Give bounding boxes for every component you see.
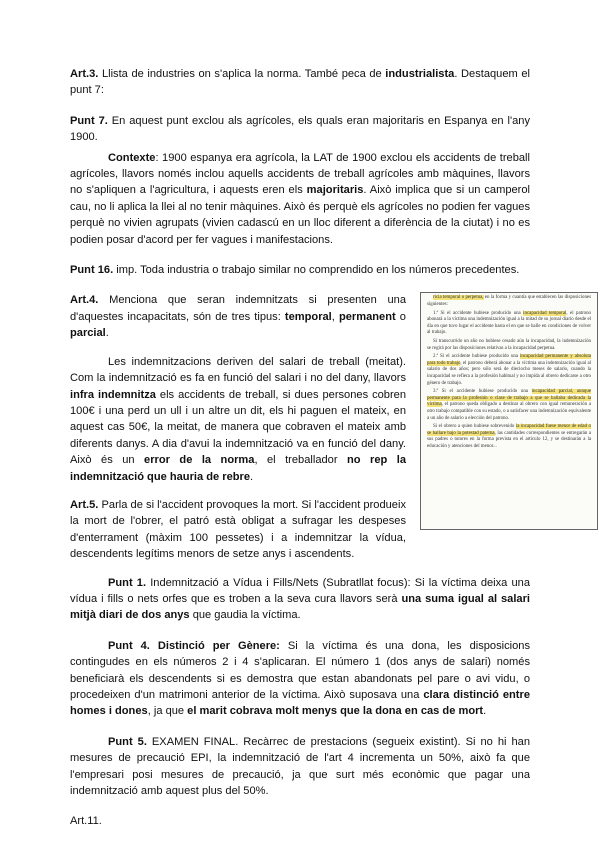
art5-label: Art.5. xyxy=(70,498,99,511)
art3-paragraph: Art.3. Llista de industries on s'aplica la norma. També peca de industrialista. Destaquem el punt 7: xyxy=(70,68,530,97)
punt7-paragraph: Punt 7. En aquest punt exclou als agrícoles, els quals eran majoritaris en Espanya en l'any 1900. xyxy=(70,114,530,144)
art5-paragraph: Art.5. Parla de si l'accident provoques la mort. Si l'accident produeix la mort de l'obrer, el patró està obligat a sufragar les despeses d'enterrament (màxim 100 pessetes) i a indemnitzar la vídua, descendents legítims menors de setze anys i ascendents. xyxy=(70,498,406,561)
punt16-label: Punt 16. xyxy=(70,264,114,277)
punt4-paragraph: Punt 4. Distinció per Gènere: Si la víctima és una dona, les disposicions contingudes en els números 2 i 4 s'aplicaran. El número 1 (dos anys de salari) només beneficiarà els descendents si es demostra que estan abandonats pel pare o avi vidu, o procedeixen d'un matrimoni anterior de la víctima. Això suposava una clara distinció entre homes i dones, ja que el marit cobrava molt menys que la dona en cas de mort. xyxy=(70,639,531,718)
punt5-label: Punt 5. xyxy=(108,735,147,748)
art11-label: Art.11. xyxy=(70,815,102,828)
punt1-label: Punt 1. xyxy=(108,576,147,589)
art3-label: Art.3. xyxy=(70,68,99,80)
scanned-law-excerpt-image xyxy=(420,292,598,530)
punt1-paragraph: Punt 1. Indemnització a Vídua i Fills/Nets (Subratllat focus): Si la víctima deixa una vídua i fills o nets orfes que es troben a la seva cura llavors serà una suma igual al salari mitjà diari de dos anys que gaudia la víctima. xyxy=(70,576,530,622)
punt4-label: Punt 4. Distinció per Gènere: xyxy=(108,639,280,652)
punt16-paragraph: Punt 16. imp. Toda industria o trabajo similar no comprendido en los números precedentes. xyxy=(70,264,520,277)
punt5-paragraph: Punt 5. EXAMEN FINAL. Recàrrec de prestacions (segueix existint). Si no hi han mesures de precaució EPI, la indemnització de l'art 4 incrementa un 50%, això fa que l'empresari posi mesures de precaució, ja que surt més econòmic que pagar una indemnització amb aquest plus del 50%. xyxy=(70,735,530,798)
art4-section xyxy=(70,292,592,562)
art11-paragraph xyxy=(70,813,530,829)
art4-label: Art.4. xyxy=(70,294,99,307)
document-page xyxy=(70,66,592,830)
scanned-law-text: ricia temporal o perpetua, en la forma y cuantía que establecen las disposiciones siguientes: 1.ª Si el accidente hubiese producido una incapacidad temporal, el patrono abonará a la víctima una indemnización igual a la mitad de su jornal diario desde el día en que tuvo lugar el accidente hasta el en que se halle en condiciones de volver al trabajo. Si transcurrido un año no hubiese cesado aún la incapacidad, la indemnización se regirá por las disposiciones relativas a la incapacidad perpetua. 2.ª Si el accidente hubiese producido una incapacidad permanente y absoluta para todo trabajo, el patrono deberá abonar a la víctima una indemnización igual al salario de dos años; pero sólo será de dieciocho meses de salario, cuando la incapacidad se refiera a la profesión habitual y no impida al obrero dedicarse a otro género de trabajo. 3.ª Si el accidente hubiese producido una incapacidad parcial, aunque permanente para la profesión o clase de trabajo a que se hallaba dedicada la víctima, el patrono queda obligado a destinar al obrero con igual remuneración a otro trabajo compatible con su estado, o a satisfacer una indemnización equivalente a un año de salario a elección del patrono. Si el obrero a quien hubiese sobrevenido la incapacidad fuese menor de edad o se hallare bajo la potestad paterna, las cantidades correspondientes se entregarán a sus padres o tutores en la forma prevista en el artículo 12, y se destinarán a la educación y atenciones del menor... xyxy=(427,295,592,449)
context-label: Contexte xyxy=(108,151,156,164)
context-paragraph: Contexte: 1900 espanya era agrícola, la LAT de 1900 exclou els accidents de treball agrícoles, llavors només inclou aquells accidents de treball agrícoles amb màquines, llavors no s'apliquen a l'agricultura, i aquests eren els majoritaris. Això implica que si un camperol cau, no li aplica la llei al no tenir màquines. Això és perquè els agrícoles no podien fer vagues perquè no vivien agrupats (vivien cadascú en un lloc diferent a diferència de la ciutat) i no es podien posar d'acord per fer vagues i manifestacions. xyxy=(70,151,530,246)
art4-paragraph: Art.4. Menciona que seran indemnitzats si presenten una d'aquestes incapacitats, són de tres tipus: temporal, permanent o parcial. xyxy=(70,294,406,340)
punt7-label: Punt 7. xyxy=(70,114,108,127)
indemnization-paragraph: Les indemnitzacions deriven del salari de treball (meitat). Com la indemnització es fa en funció del salari i no del dany, llavors infra indemnitza els accidents de treball, si dues persones cobren 100€ i una perd un ull i un altre un dit, els hi paguen el mateix, en aquest cas 50€, la meitat, de manera que cobraven el mateix amb diferents danys. A dia d'avui la indemnització va en funció del dany. Això és un error de la norma, el treballador no rep la indemnització que hauria de rebre. xyxy=(70,355,407,483)
